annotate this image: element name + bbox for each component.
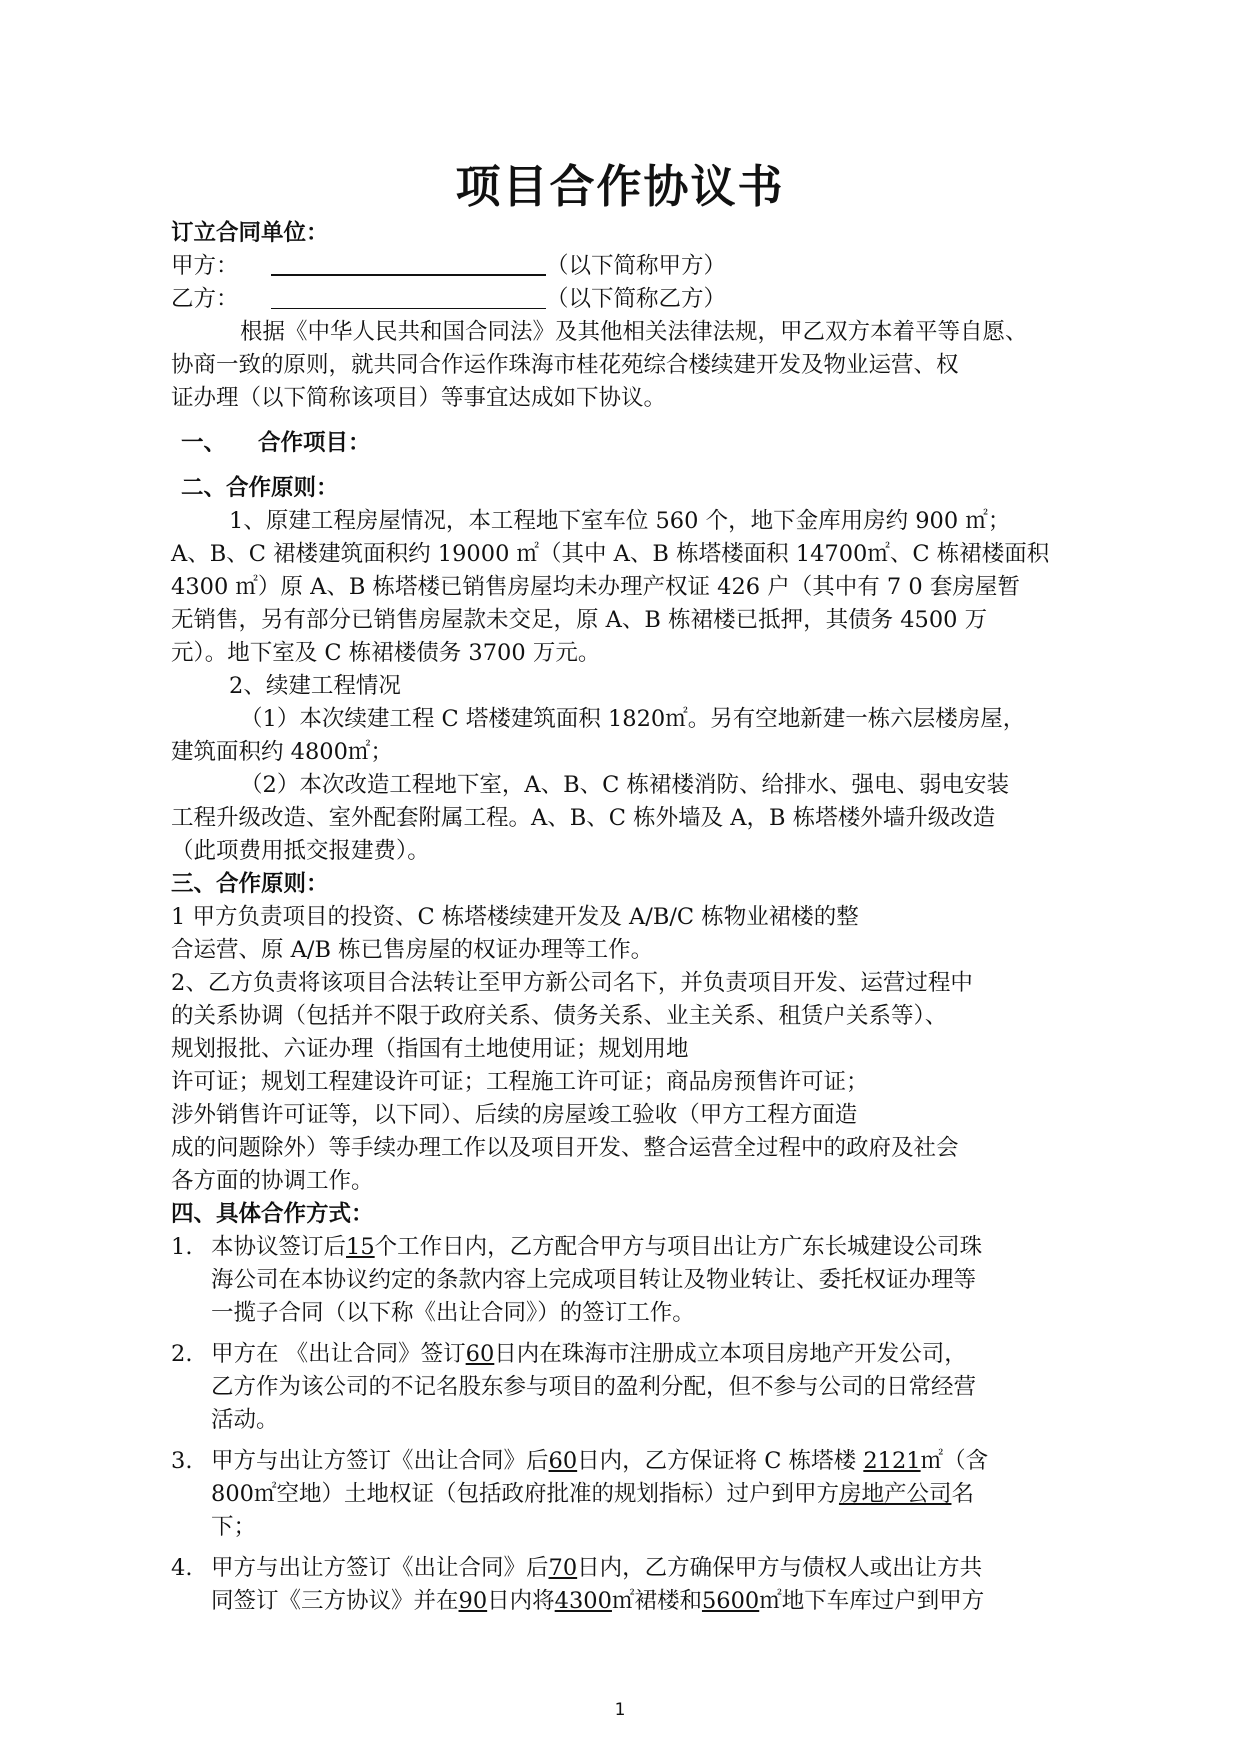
list-item: [171, 1338, 1091, 1371]
list-item-text: 甲方在 《出让合同》签订: [211, 1341, 466, 1367]
list-item-text: 日内，乙方确保甲方与债权人或出让方共: [577, 1555, 983, 1581]
section-1-title: 合作项目：: [258, 430, 371, 456]
list-item-text: 下；: [211, 1514, 257, 1540]
section-2-line: 1、原建工程房屋情况，本工程地下室车位 560 个，地下金库用房约 900 ㎡；: [229, 508, 1011, 534]
list-item-text: 个工作日内，乙方配合甲方与项目出让方广东长城建设公司珠: [374, 1234, 983, 1260]
underlined-value: 90: [458, 1588, 488, 1614]
party-b-suffix: （以下简称乙方）: [546, 286, 727, 312]
list-item-text: 活动。: [211, 1407, 279, 1433]
list-item-text: 同签订《三方协议》并在: [211, 1588, 459, 1614]
section-2-heading: 二、合作原则：: [181, 475, 339, 501]
party-b-blank[interactable]: [271, 284, 546, 309]
list-item-text: 一揽子合同（以下称《出让合同》）的签订工作。: [211, 1300, 695, 1326]
list-item-text: 甲方与出让方签订《出让合同》后: [211, 1555, 549, 1581]
section-3-line: 涉外销售许可证等，以下同）、后续的房屋竣工验收（甲方工程方面造: [171, 1102, 858, 1128]
party-a-blank[interactable]: [271, 250, 546, 276]
section-3-line: 成的问题除外）等手续办理工作以及项目开发、整合运营全过程中的政府及社会: [171, 1135, 959, 1161]
section-4-heading: 四、具体合作方式：: [171, 1201, 374, 1227]
section-2-line: 无销售，另有部分已销售房屋款未交足，原 A、B 栋裙楼已抵押，其债务 4500 万: [171, 607, 988, 633]
section-3-heading: 三、合作原则：: [171, 871, 329, 897]
list-item-number: 4.: [171, 1555, 193, 1581]
list-item-text: 日内将: [487, 1588, 555, 1614]
list-item-text: 名: [951, 1481, 974, 1507]
list-item-text: ㎡（含: [920, 1448, 989, 1474]
underlined-value: 60: [465, 1341, 495, 1367]
list-item-number: 3.: [171, 1448, 193, 1474]
party-a-line: [171, 250, 1091, 283]
list-item: [171, 1231, 1091, 1264]
list-item-text: 800㎡空地）土地权证（包括政府批准的规划指标）过户到甲方: [211, 1481, 839, 1507]
document-title: 项目合作协议书: [455, 160, 785, 213]
intro-line: 协商一致的原则，就共同合作运作珠海市桂花苑综合楼续建开发及物业运营、权: [171, 352, 959, 378]
list-item-text: 乙方作为该公司的不记名股东参与项目的盈利分配，但不参与公司的日常经营: [211, 1374, 977, 1400]
list-item-text: ㎡地下车库过户到甲方: [759, 1588, 985, 1614]
party-b-line: [171, 283, 1091, 316]
section-3-line: 2、乙方负责将该项目合法转让至甲方新公司名下，并负责项目开发、运营过程中: [171, 970, 973, 996]
underlined-value: 2121: [863, 1448, 921, 1474]
underlined-value: 5600: [701, 1588, 760, 1614]
list-item-text: 日内在珠海市注册成立本项目房地产开发公司，: [494, 1341, 967, 1367]
list-item: [171, 1445, 1091, 1478]
section-1-heading: [181, 427, 1101, 460]
underlined-value: 15: [346, 1234, 375, 1260]
section-2-line: 4300 ㎡）原 A、B 栋塔楼已销售房屋均未办理产权证 426 户（其中有 7 0 套房屋暂: [171, 574, 1020, 600]
section-2-line: A、B、C 裙楼建筑面积约 19000 ㎡（其中 A、B 栋塔楼面积 14700㎡、C 栋裙楼面积: [171, 541, 1050, 567]
list-item-number: 2.: [171, 1341, 193, 1367]
list-item-text: [211, 1478, 1131, 1511]
section-3-line: 各方面的协调工作。: [171, 1168, 374, 1194]
underlined-value: 4300: [554, 1588, 612, 1614]
list-item-text: 海公司在本协议约定的条款内容上完成项目转让及物业转让、委托权证办理等: [211, 1267, 977, 1293]
list-item-number: 1.: [171, 1234, 193, 1260]
list-item-text: 本协议签订后: [211, 1234, 347, 1260]
party-a-suffix: （以下简称甲方）: [546, 253, 727, 279]
section-2-line: 元）。地下室及 C 栋裙楼债务 3700 万元。: [171, 640, 601, 666]
underlined-value: 房地产公司: [838, 1481, 952, 1507]
list-item: [171, 1552, 1091, 1585]
parties-heading: 订立合同单位：: [171, 220, 329, 246]
list-item-text: 日内，乙方保证将 C 栋塔楼: [577, 1448, 864, 1474]
intro-line: 根据《中华人民共和国合同法》及其他相关法律法规，甲乙双方本着平等自愿、: [240, 319, 1028, 345]
section-3-line: 1 甲方负责项目的投资、C 栋塔楼续建开发及 A/B/C 栋物业裙楼的整: [171, 904, 859, 930]
page-number: 1: [614, 1700, 626, 1720]
party-b-label: 乙方：: [171, 286, 239, 312]
underlined-value: 70: [548, 1555, 578, 1581]
section-2-line: （2）本次改造工程地下室，A、B、C 栋裙楼消防、给排水、强电、弱电安装: [240, 772, 1009, 798]
section-2-line: 工程升级改造、室外配套附属工程。A、B、C 栋外墙及 A，B 栋塔楼外墙升级改造: [171, 805, 996, 831]
underlined-value: 60: [548, 1448, 578, 1474]
section-3-line: 的关系协调（包括并不限于政府关系、债务关系、业主关系、租赁户关系等）、: [171, 1003, 948, 1029]
list-item-text: [211, 1585, 1131, 1618]
section-2-line: （1）本次续建工程 C 塔楼建筑面积 1820㎡。另有空地新建一栋六层楼房屋，: [240, 706, 1026, 732]
section-3-line: 合运营、原 A/B 栋已售房屋的权证办理等工作。: [171, 937, 654, 963]
list-item-text: ㎡裙楼和: [611, 1588, 702, 1614]
section-1-number: 一、: [181, 430, 227, 456]
section-2-line: 建筑面积约 4800㎡；: [171, 739, 393, 765]
section-2-line: （此项费用抵交报建费）。: [171, 838, 430, 864]
list-item-text: 甲方与出让方签订《出让合同》后: [211, 1448, 549, 1474]
section-3-line: 许可证；规划工程建设许可证；工程施工许可证；商品房预售许可证；: [171, 1069, 869, 1095]
section-2-line: 2、续建工程情况: [229, 673, 401, 699]
section-3-line: 规划报批、六证办理（指国有土地使用证；规划用地: [171, 1036, 689, 1062]
intro-line: 证办理（以下简称该项目）等事宜达成如下协议。: [171, 385, 667, 411]
party-a-label: 甲方：: [171, 253, 239, 279]
